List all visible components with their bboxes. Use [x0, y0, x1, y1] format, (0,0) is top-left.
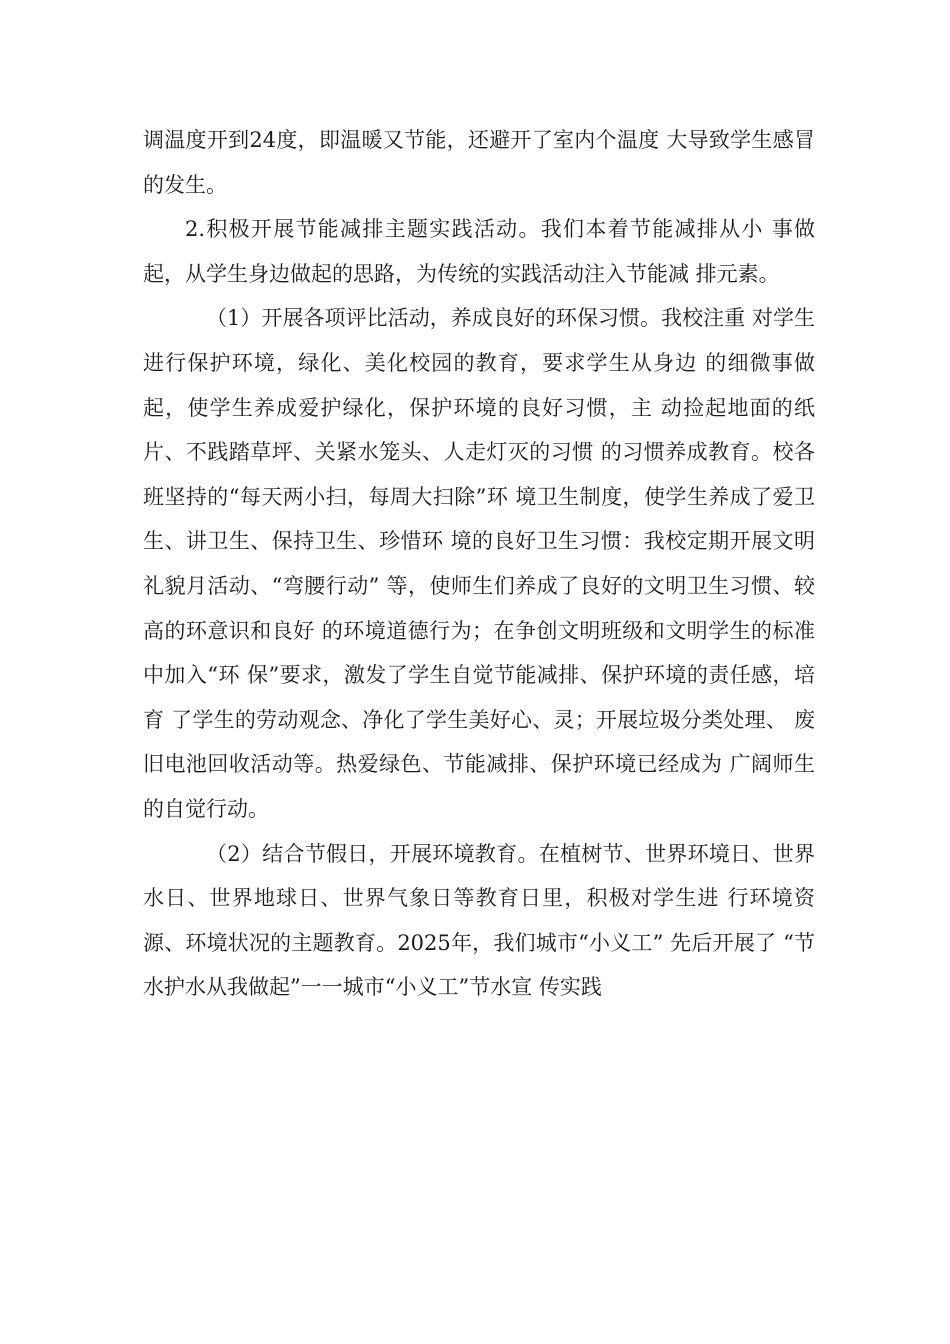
paragraph-continuation: 调温度开到24度，即温暖又节能，还避开了室内个温度 大导致学生感冒的发生。 [143, 128, 815, 197]
paragraph-practice-activities: 2.积极开展节能减排主题实践活动。我们本着节能减排从小 事做起，从学生身边做起的思路，为传统的实践活动注入节能减 排元素。 [143, 217, 815, 286]
document-body [143, 118, 815, 1010]
paragraph-evaluation-activities: （1）开展各项评比活动，养成良好的环保习惯。我校注重 对学生进行保护环境，绿化、美化校园的教育，要求学生从身边 的细微事做起，使学生养成爱护绿化，保护环境的良好习惯，主 动捡起地面的纸片、不践踏草坪、关紧水笼头、人走灯灭的习惯 的习惯养成教育。校各班坚持的“每天两小扫，每周大扫除”环 境卫生制度，使学生养成了爱卫生、讲卫生、保持卫生、珍惜环 境的良好卫生习惯：我校定期开展文明礼貌月活动、“弯腰行动” 等，使师生们养成了良好的文明卫生习惯、较高的环意识和良好 的环境道德行为；在争创文明班级和文明学生的标准中加入“环 保”要求，激发了学生自觉节能减排、保护环境的责任感，培育 了学生的劳动观念、净化了学生美好心、灵；开展垃圾分类处理、 废旧电池回收活动等。热爱绿色、节能减排、保护环境已经成为 广阔师生的自觉行动。 [143, 306, 815, 821]
paragraph-holiday-education: （2）结合节假日，开展环境教育。在植树节、世界环境日、世界水日、世界地球日、世界气象日等教育日里，积极对学生进 行环境资源、环境状况的主题教育。2025年，我们城市“小义工” 先后开展了 “节水护水从我做起”一一城市“小义工”节水宣 传实践 [143, 841, 815, 1000]
